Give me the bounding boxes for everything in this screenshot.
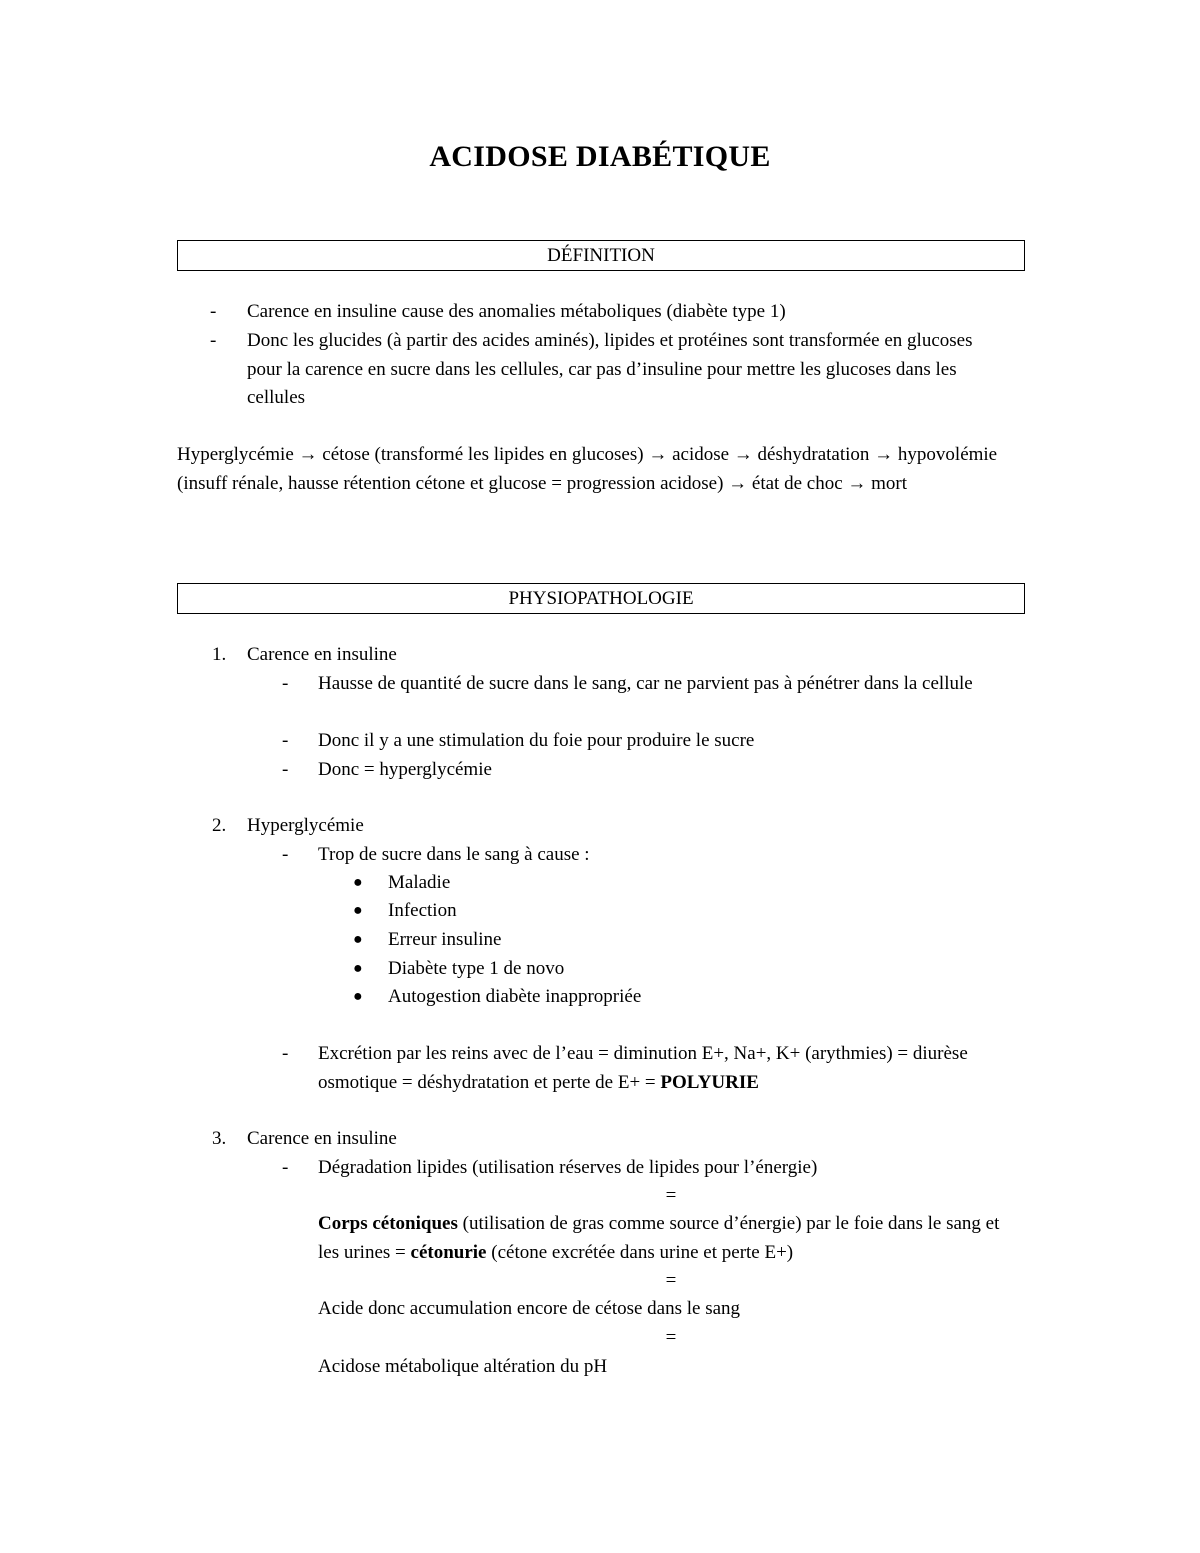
item-label: Hyperglycémie xyxy=(247,815,364,836)
corps-cetoniques-text: (utilisation de gras comme source d’énergie) par le foie dans le sang et les urines = xyxy=(318,1213,1000,1263)
corps-cetoniques-paragraph xyxy=(318,1210,1018,1267)
excretion-text: Excrétion par les reins avec de l’eau = diminution E+, Na+, K+ (arythmies) = diurèse osmotique = déshydratation et perte de E+ = xyxy=(318,1043,968,1093)
cetonurie-term: cétonurie xyxy=(410,1241,487,1263)
item-number: 2. xyxy=(212,815,227,836)
cause-text: Autogestion diabète inappropriée xyxy=(388,986,642,1007)
sub-item-text: Trop de sucre dans le sang à cause : xyxy=(318,844,590,865)
cause-text: Maladie xyxy=(388,872,451,893)
equals-sign: = xyxy=(665,1270,677,1291)
dash-marker: - xyxy=(210,301,217,322)
cause-text: Erreur insuline xyxy=(388,929,502,950)
dash-marker: - xyxy=(282,673,289,694)
bullet-marker: ● xyxy=(353,931,363,948)
dash-marker: - xyxy=(210,330,217,351)
bullet-marker: ● xyxy=(353,902,363,919)
dash-marker: - xyxy=(282,844,289,865)
sub-item-text xyxy=(318,1040,1018,1097)
sub-item-text: Donc = hyperglycémie xyxy=(318,759,492,780)
dash-marker: - xyxy=(282,1043,289,1064)
dash-marker: - xyxy=(282,730,289,751)
sub-item-text: Dégradation lipides (utilisation réserves de lipides pour l’énergie) xyxy=(318,1157,818,1178)
sub-item-text: Hausse de quantité de sucre dans le sang, car ne parvient pas à pénétrer dans la cellule xyxy=(318,673,973,694)
sub-item-text: Donc il y a une stimulation du foie pour produire le sucre xyxy=(318,730,755,751)
document-title: ACIDOSE DIABÉTIQUE xyxy=(429,140,771,173)
dash-marker: - xyxy=(282,1157,289,1178)
dash-marker: - xyxy=(282,759,289,780)
definition-chain-paragraph: Hyperglycémie → cétose (transformé les lipides en glucoses) → acidose → déshydratation → hypovolémie (insuff rénale, hausse rétention cétone et glucose = progression acidose) → état de choc → mort xyxy=(177,444,998,494)
acidose-text: Acidose métabolique altération du pH xyxy=(318,1356,608,1377)
equals-sign: = xyxy=(665,1327,677,1348)
bullet-marker: ● xyxy=(353,988,363,1005)
cause-text: Infection xyxy=(388,900,457,921)
cetonurie-text: (cétone excrétée dans urine et perte E+) xyxy=(491,1241,794,1263)
equals-sign: = xyxy=(665,1185,677,1206)
definition-item-text: Donc les glucides (à partir des acides aminés), lipides et protéines sont transformée en glucoses pour la carence en sucre dans les cellules, car pas d’insuline pour mettre les glucoses dans les cellules xyxy=(247,330,973,408)
bullet-marker: ● xyxy=(353,960,363,977)
item-label: Carence en insuline xyxy=(247,644,397,665)
definition-item-text: Carence en insuline cause des anomalies métaboliques (diabète type 1) xyxy=(247,301,786,322)
cause-text: Diabète type 1 de novo xyxy=(388,958,565,979)
section-header-definition: DÉFINITION xyxy=(177,240,1025,271)
item-number: 1. xyxy=(212,644,227,665)
bullet-marker: ● xyxy=(353,874,363,891)
acide-text: Acide donc accumulation encore de cétose dans le sang xyxy=(318,1298,741,1319)
item-number: 3. xyxy=(212,1128,227,1149)
item-label: Carence en insuline xyxy=(247,1128,397,1149)
corps-cetoniques-term: Corps cétoniques xyxy=(318,1213,458,1234)
polyurie-term: POLYURIE xyxy=(660,1071,759,1093)
section-header-physiopathologie: PHYSIOPATHOLOGIE xyxy=(177,583,1025,614)
